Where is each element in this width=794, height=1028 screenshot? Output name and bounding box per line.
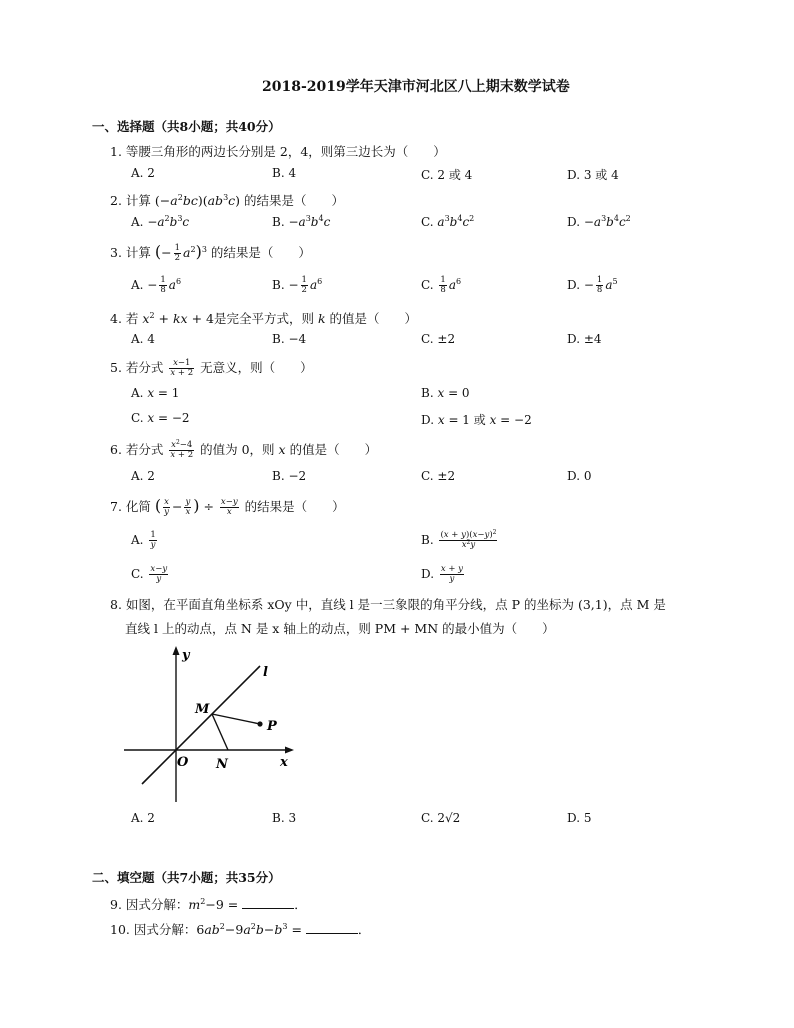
question-8-stem-line-2: 直线 l 上的动点，点 N 是 x 轴上的动点，则 PM + MN 的最小值为（ ） [125, 621, 555, 636]
question-1-stem: 1. 等腰三角形的两边长分别是 2，4，则第三边长为（ ） [110, 144, 446, 159]
question-7-expression: ( $\frac{x}{y}$ − $\frac{y}{x}$ ) ÷ $\frac{x-y}{x}$ [154, 496, 238, 517]
question-10-answer-blank[interactable] [306, 922, 358, 934]
question-3-stem: 3. 计算 (− $\frac{1}{2}$ $a^2)^3$ 的结果是（ ） [110, 242, 311, 263]
question-2-stem: 2. 计算 $(-a^2bc)(ab^3c)$ 的结果是（ ） [110, 193, 345, 208]
question-1-option-a: A. 2 [131, 166, 155, 180]
question-7-stem: 7. 化简 ( $\frac{x}{y}$ − $\frac{y}{x}$ ) ÷ $\frac{x-y}{x}$ 的结果是（ ） [110, 496, 345, 517]
question-5-option-c: C. x = −2 [131, 411, 190, 425]
question-6-stem: 6. 若分式 $\frac{x^2-4}{x + 2}$ 的值为 0，则 x 的值是（ ） [110, 439, 378, 460]
label-y: y [182, 648, 190, 663]
label-x: x [280, 755, 288, 770]
label-m: M [195, 702, 210, 717]
question-7-option-c: C. $\frac{x-y}{y}$ [131, 564, 168, 584]
question-6-option-c: C. ±2 [421, 469, 456, 483]
question-5-fraction: $\frac{x-1}{x + 2}$ [170, 358, 194, 378]
question-8-option-d: D. 5 [567, 811, 592, 825]
question-7-option-a: A. $\frac{1}{y}$ [131, 530, 156, 550]
question-8-stem-line-1: 8. 如图，在平面直角坐标系 xOy 中，直线 l 是一三象限的角平分线，点 P 的坐标为 (3,1)，点 M 是 [110, 597, 666, 612]
y-axis-arrow [173, 646, 180, 655]
question-10-stem: 10. 因式分解：$6ab^2-9a^2b-b^3$ = ． [110, 922, 371, 937]
question-2-option-d: D. $-a^3b^4c^2$ [567, 214, 631, 229]
question-6-option-a: A. 2 [131, 469, 155, 483]
question-5-option-d: D. x = 1 或 x = −2 [421, 413, 532, 427]
question-3-option-c: C. $\frac{1}{8}$ $a^6$ [421, 275, 462, 295]
question-3-option-b: B. − $\frac{1}{2}$ $a^6$ [272, 275, 323, 295]
segment-mn [212, 714, 228, 750]
question-3-expression: (− $\frac{1}{2}$ $a^2)^3$ [154, 242, 207, 263]
question-3-option-d: D. − $\frac{1}{8}$ $a^5$ [567, 275, 618, 295]
label-p: P [267, 719, 277, 734]
question-6-fraction: $\frac{x^2-4}{x + 2}$ [170, 439, 194, 460]
question-2-option-c: C. $a^3b^4c^2$ [421, 214, 475, 229]
question-8-option-c: C. 2√2 [421, 811, 461, 825]
label-l: l [263, 665, 268, 680]
question-2-expression: $(-a^2bc)(ab^3c)$ [154, 193, 241, 208]
line-l [142, 666, 260, 784]
question-7-option-b: B. $\frac{(x + y)(x-y)^2}{x^2y}$ [421, 529, 497, 550]
exam-title: 2018-2019学年天津市河北区八上期末数学试卷 [262, 79, 570, 95]
question-8-option-b: B. 3 [272, 811, 297, 825]
question-4-option-b: B. −4 [272, 332, 307, 346]
question-6-option-d: D. 0 [567, 469, 592, 483]
question-1-option-d: D. 3 或 4 [567, 168, 619, 182]
question-5-option-a: A. x = 1 [131, 386, 180, 400]
question-3-option-a: A. − $\frac{1}{8}$ $a^6$ [131, 275, 182, 295]
question-1-option-b: B. 4 [272, 166, 297, 180]
question-5-stem: 5. 若分式 $\frac{x-1}{x + 2}$ 无意义，则（ ） [110, 358, 313, 378]
label-o: O [177, 755, 189, 770]
question-2-option-a: A. $-a^2b^3c$ [131, 214, 190, 229]
question-9-answer-blank[interactable] [242, 897, 294, 909]
point-p [257, 721, 262, 726]
section-multiple-choice-heading: 一、选择题（共8小题；共40分） [92, 119, 281, 134]
question-8-option-a: A. 2 [131, 811, 155, 825]
label-n: N [216, 757, 228, 772]
question-2-option-b: B. $-a^3b^4c$ [272, 214, 331, 229]
question-4-option-c: C. ±2 [421, 332, 456, 346]
question-4-option-d: D. ±4 [567, 332, 602, 346]
question-1-option-c: C. 2 或 4 [421, 168, 473, 182]
question-8-coordinate-figure [120, 642, 300, 804]
question-9-stem: 9. 因式分解：$m^2-9$ = ． [110, 897, 307, 912]
question-4-stem: 4. 若 $x^2$ + kx + 4是完全平方式，则 k 的值是（ ） [110, 311, 418, 326]
section-fill-in-heading: 二、填空题（共7小题；共35分） [92, 870, 281, 885]
question-7-option-d: D. $\frac{x + y}{y}$ [421, 564, 463, 584]
x-axis-arrow [285, 747, 294, 754]
question-6-option-b: B. −2 [272, 469, 307, 483]
question-4-expression: $x^2$ + kx + 4 [142, 311, 214, 326]
question-4-option-a: A. 4 [131, 332, 155, 346]
segment-mp [212, 714, 260, 724]
question-5-option-b: B. x = 0 [421, 386, 470, 400]
